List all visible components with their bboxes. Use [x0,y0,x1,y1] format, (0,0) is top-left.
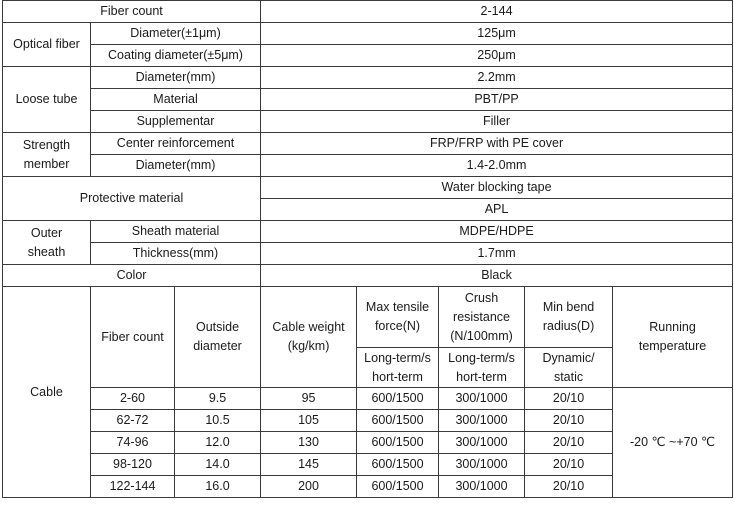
outer-sheath-label-line2: sheath [27,244,66,259]
thickness-label: Thickness(mm) [91,243,261,265]
cable-label: Cable [3,287,91,498]
loose-tube-material-value: PBT/PP [261,89,733,111]
optical-fiber-diameter-label: Diameter(±1μm) [91,23,261,45]
cell-outside-diameter: 16.0 [175,476,261,498]
cell-crush: 300/1000 [439,388,525,410]
cell-bend: 20/10 [525,410,613,432]
loose-tube-row [3,67,733,89]
coating-diameter-label: Coating diameter(±5μm) [91,45,261,67]
strength-member-row [3,155,733,177]
header-running-line2: temperature [638,339,707,353]
loose-tube-diameter-value: 2.2mm [261,67,733,89]
protective-material-value: Water blocking tape [261,177,733,199]
fiber-count-row [3,1,733,23]
outer-sheath-row [3,221,733,243]
header-weight-line1: Cable weight [272,320,345,334]
loose-tube-material-label: Material [91,89,261,111]
header-min-bend [525,287,613,348]
cell-fiber-count: 98-120 [91,454,175,476]
fiber-count-value: 2-144 [261,1,733,23]
loose-tube-row [3,89,733,111]
cell-crush: 300/1000 [439,476,525,498]
strength-member-label-line2: member [23,156,70,171]
sheath-material-label: Sheath material [91,221,261,243]
center-reinforcement-label: Center reinforcement [91,133,261,155]
cell-bend: 20/10 [525,388,613,410]
strength-member-label-line1: Strength [22,137,71,152]
header-weight-line2: (kg/km) [287,339,330,353]
header-cable-weight [261,287,357,388]
cell-tensile: 600/1500 [357,388,439,410]
cell-weight: 95 [261,388,357,410]
cell-crush: 300/1000 [439,432,525,454]
cell-fiber-count: 62-72 [91,410,175,432]
header-outside-line2: diameter [193,339,242,353]
cable-header-row [3,287,733,348]
subheader-bend [525,348,613,388]
strength-member-label [3,133,91,177]
header-crush-line3: (N/100mm) [450,328,513,343]
protective-material-value: APL [261,199,733,221]
cable-data-row [3,388,733,410]
sheath-material-value: MDPE/HDPE [261,221,733,243]
subheader-tensile-line2: hort-term [372,369,423,384]
cell-outside-diameter: 9.5 [175,388,261,410]
coating-diameter-value: 250μm [261,45,733,67]
subheader-tensile-line1: Long-term/s [364,350,431,365]
subheader-tensile [357,348,439,388]
loose-tube-label: Loose tube [3,67,91,133]
header-tensile-line2: force(N) [374,319,421,333]
cell-tensile: 600/1500 [357,410,439,432]
color-row [3,265,733,287]
header-max-tensile [357,287,439,348]
optical-fiber-row [3,23,733,45]
cell-fiber-count: 74-96 [91,432,175,454]
cell-weight: 145 [261,454,357,476]
subheader-bend-line2: static [553,369,584,384]
subheader-crush [439,348,525,388]
protective-material-row [3,177,733,199]
cell-outside-diameter: 10.5 [175,410,261,432]
color-value: Black [261,265,733,287]
loose-tube-supplementar-label: Supplementar [91,111,261,133]
header-crush-line1: Crush [464,290,499,305]
outer-sheath-label-line1: Outer [30,225,63,240]
cell-fiber-count: 122-144 [91,476,175,498]
strength-diameter-value: 1.4-2.0mm [261,155,733,177]
cell-tensile: 600/1500 [357,432,439,454]
cell-tensile: 600/1500 [357,476,439,498]
outer-sheath-row [3,243,733,265]
cell-outside-diameter: 12.0 [175,432,261,454]
cell-bend: 20/10 [525,476,613,498]
header-outside-diameter [175,287,261,388]
header-tensile-line1: Max tensile [365,300,430,314]
header-bend-line1: Min bend [542,300,595,314]
optical-fiber-diameter-value: 125μm [261,23,733,45]
outer-sheath-label [3,221,91,265]
cell-weight: 105 [261,410,357,432]
header-running-temperature [613,287,733,388]
cell-tensile: 600/1500 [357,454,439,476]
subheader-bend-line1: Dynamic/ [542,350,595,365]
cell-bend: 20/10 [525,432,613,454]
cell-running-temperature: -20 ℃ ~+70 ℃ [613,388,733,498]
cable-spec-table [2,0,733,498]
subheader-crush-line2: hort-term [456,369,507,384]
header-fiber-count: Fiber count [91,287,175,388]
thickness-value: 1.7mm [261,243,733,265]
protective-material-label: Protective material [3,177,261,221]
fiber-count-label: Fiber count [3,1,261,23]
color-label: Color [3,265,261,287]
header-outside-line1: Outside [195,320,240,334]
header-crush-line2: resistance [453,309,511,324]
optical-fiber-label: Optical fiber [3,23,91,67]
cell-crush: 300/1000 [439,410,525,432]
loose-tube-supplementar-value: Filler [261,111,733,133]
cell-weight: 200 [261,476,357,498]
cell-bend: 20/10 [525,454,613,476]
cell-fiber-count: 2-60 [91,388,175,410]
cell-weight: 130 [261,432,357,454]
optical-fiber-row [3,45,733,67]
header-crush-resistance [439,287,525,348]
loose-tube-diameter-label: Diameter(mm) [91,67,261,89]
center-reinforcement-value: FRP/FRP with PE cover [261,133,733,155]
header-running-line1: Running [649,320,696,334]
subheader-crush-line1: Long-term/s [448,350,515,365]
loose-tube-row [3,111,733,133]
cell-crush: 300/1000 [439,454,525,476]
header-bend-line2: radius(D) [542,319,595,333]
strength-member-row [3,133,733,155]
strength-diameter-label: Diameter(mm) [91,155,261,177]
cell-outside-diameter: 14.0 [175,454,261,476]
